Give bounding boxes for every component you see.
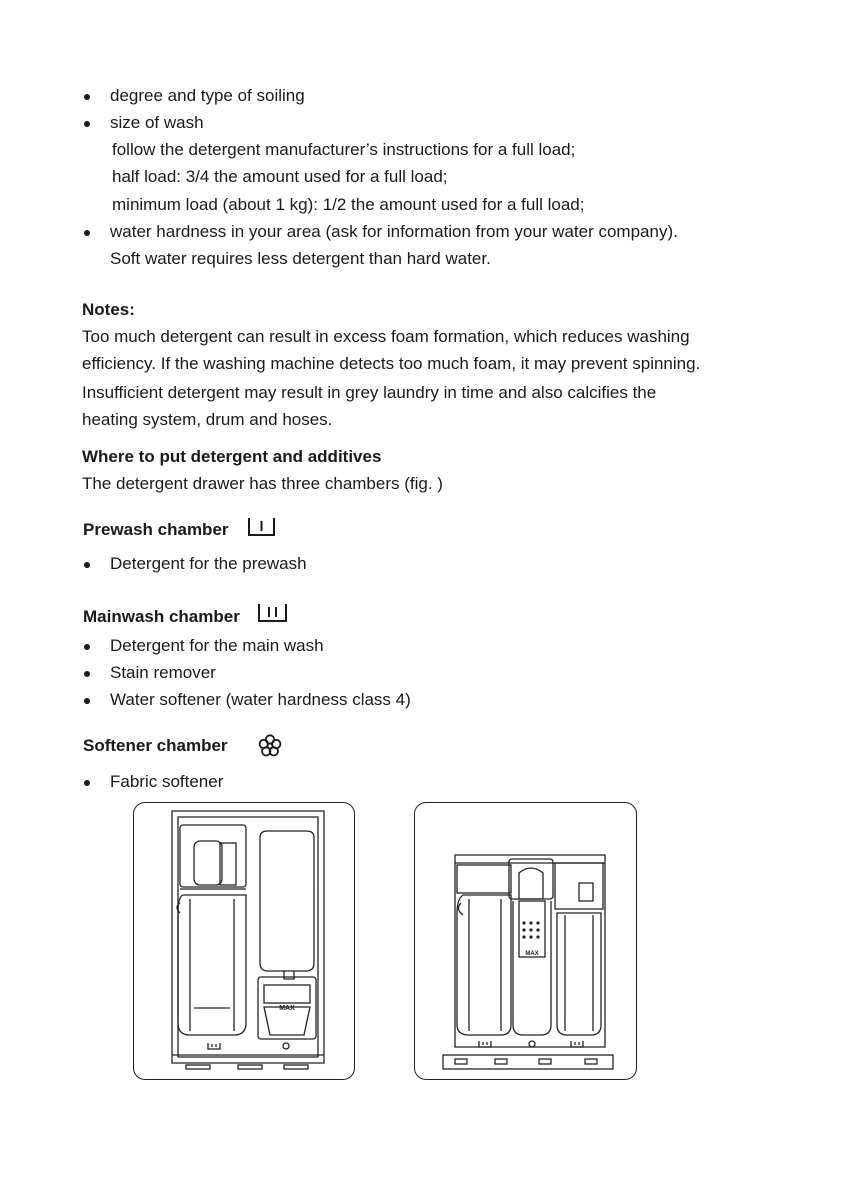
where-text: The detergent drawer has three chambers (fig. ): [82, 474, 443, 493]
flower-softener-icon: [257, 733, 283, 759]
softener-heading: Softener chamber: [83, 736, 228, 755]
prewash-heading: Prewash chamber: [83, 520, 229, 539]
notes-heading: Notes:: [82, 300, 135, 319]
notes-line: heating system, drum and hoses.: [82, 410, 333, 429]
where-heading: Where to put detergent and additives: [82, 447, 382, 466]
drawer-figure-left: [133, 802, 355, 1080]
max-label: MAX: [525, 951, 539, 957]
bullet: [84, 671, 90, 677]
factor-soiling: degree and type of soiling: [110, 86, 305, 105]
mainwash-item: Detergent for the main wash: [110, 636, 324, 655]
max-label: MAX: [279, 1005, 295, 1012]
notes-line: Insufficient detergent may result in grey laundry in time and also calcifies the: [82, 383, 657, 402]
bullet: [84, 698, 90, 704]
bullet: [84, 94, 90, 100]
bullet: [84, 562, 90, 568]
soft-water-text: Soft water requires less detergent than hard water.: [110, 249, 491, 268]
mainwash-chamber-icon: [257, 602, 289, 624]
notes-line: efficiency. If the washing machine detects too much foam, it may prevent spinning.: [82, 354, 701, 373]
mainwash-heading: Mainwash chamber: [83, 607, 240, 626]
prewash-item: Detergent for the prewash: [110, 554, 307, 573]
drawer-drawing: [415, 803, 637, 1080]
drawer-drawing: [134, 803, 355, 1080]
softener-item: Fabric softener: [110, 772, 224, 791]
bullet: [84, 121, 90, 127]
bullet: [84, 780, 90, 786]
bullet: [84, 230, 90, 236]
mainwash-item: Stain remover: [110, 663, 216, 682]
factor-size: size of wash: [110, 113, 204, 132]
notes-line: Too much detergent can result in excess foam formation, which reduces washing: [82, 327, 690, 346]
minimum-load-text: minimum load (about 1 kg): 1/2 the amount used for a full load;: [112, 195, 585, 214]
bullet: [84, 644, 90, 650]
factor-hardness: water hardness in your area (ask for information from your water company).: [110, 222, 678, 241]
full-load-text: follow the detergent manufacturer’s instructions for a full load;: [112, 140, 576, 159]
drawer-figure-right: [414, 802, 637, 1080]
mainwash-item: Water softener (water hardness class 4): [110, 690, 411, 709]
prewash-chamber-icon: [247, 516, 277, 538]
half-load-text: half load: 3/4 the amount used for a full load;: [112, 167, 448, 186]
